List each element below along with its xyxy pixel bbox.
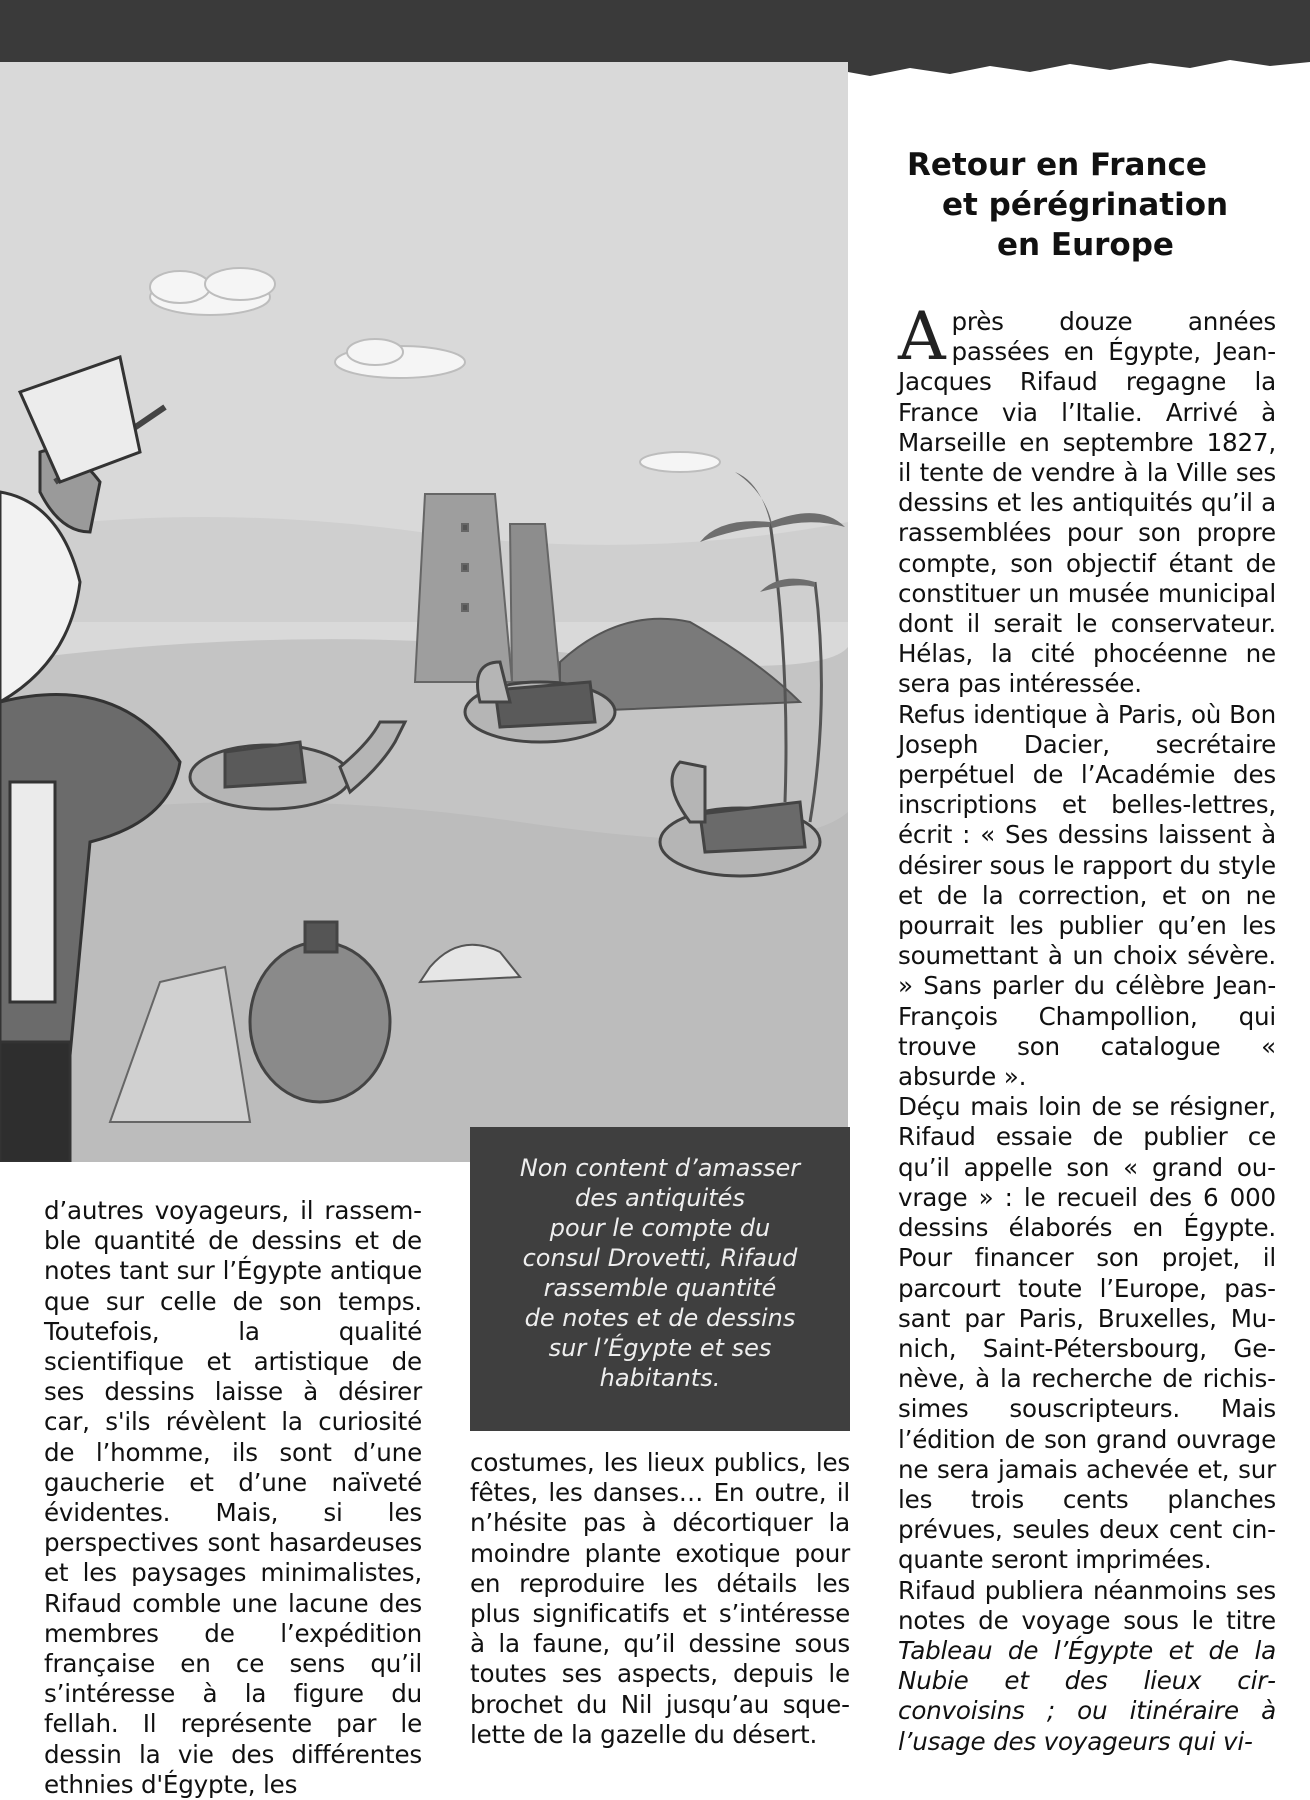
caption-line: de notes et de dessins — [524, 1304, 796, 1332]
caption-line: consul Drovetti, Rifaud — [522, 1244, 798, 1272]
section-title — [862, 145, 1302, 265]
caption-line: Non content d’amasser — [519, 1154, 801, 1182]
caption-line: rassemble quantité — [543, 1274, 777, 1302]
paragraph: costumes, les lieux publics, les fêtes, les danses… En outre, il n’hésite pas à décortiquer la moindre plante exotique pour en reproduire les détails les plus significatifs et s’intéresse à la faune, qu’il dessine sous toutes ses aspects, depuis le brochet du Nil jusqu’au squelette de la gazelle du désert. — [470, 1448, 850, 1749]
paragraph: Rifaud publiera néanmoins ses notes de voyage sous le titre Tableau de l’Égypte et de la Nubie et des lieux circonvoisins ; ou itinéraire à l’usage des voyageurs qui vi- — [898, 1575, 1276, 1756]
paragraph: d’autres voyageurs, il rassemble quantité de dessins et de notes tant sur l’Égypte antique que sur celle de son temps. Toutefois, la qualité scientifique et artistique de ses dessins laisse à désirer car, s'ils révèlent la curiosité de l’homme, ils sont d’une gaucherie et d’une naïveté évidentes. Mais, si les perspectives sont hasardeuses et les paysages minimalistes, Rifaud comble une lacune des membres de l’expédition française en ce sens qu’il s’intéresse à la figure du fellah. Il représente par le dessin la vie des différentes ethnies d'Égypte, les — [44, 1196, 422, 1799]
right-column — [898, 298, 1276, 1757]
paragraph: Refus identique à Paris, où Bon Joseph Dacier, secrétaire perpétuel de l’Académie des inscriptions et belles-lettres, écrit : « Ses dessins laissent à désirer sous le rapport du style et de la correction, et on ne pourrait les publier qu’en les soumettant à un choix sévère. » Sans parler du célèbre Jean-François Champollion, qui trouve son catalogue « absurde ». — [898, 699, 1276, 1092]
paragraph: Après douze années passées en Égypte, Jean-Jacques Rifaud regagne la France via l’Italie. Arrivé à Marseille en septembre 1827, il tente de vendre à la Ville ses dessins et les antiquités qu’il a rassemblées pour son propre compte, son objectif étant de constituer un musée municipal dont il serait le conservateur. Hélas, la cité phocéenne ne sera pas intéressée. — [898, 298, 1276, 699]
left-column — [44, 1196, 422, 1800]
desert-illustration — [0, 62, 848, 1162]
caption-box — [470, 1127, 850, 1431]
drop-cap: A — [898, 298, 946, 375]
title-line: et pérégrination — [942, 187, 1229, 223]
title-line: en Europe — [997, 227, 1174, 263]
caption-line: habitants. — [599, 1364, 721, 1392]
book-title: Tableau de l’Égypte et de la Nubie et des lieux circonvoisins ; ou itinéraire à l’usage des voyageurs qui vi- — [898, 1635, 1276, 1756]
title-line: Retour en France — [907, 147, 1207, 183]
paragraph: Déçu mais loin de se résigner, Rifaud essaie de publier ce qu’il appelle son « grand ouvrage » : le recueil des 6 000 dessins élaborés en Égypte. Pour financer son projet, il parcourt toute l’Europe, passant par Paris, Bruxelles, Munich, Saint-Pétersbourg, Genève, à la recherche de richissimes souscripteurs. Mais l’édition de son grand ouvrage ne sera jamais achevée et, sur les trois cents planches prévues, seules deux cent cinquante seront imprimées. — [898, 1092, 1276, 1575]
caption-line: pour le compte du — [549, 1214, 771, 1242]
caption-line: sur l’Égypte et ses — [548, 1334, 772, 1362]
middle-column — [470, 1448, 850, 1750]
caption-line: des antiquités — [575, 1184, 745, 1212]
